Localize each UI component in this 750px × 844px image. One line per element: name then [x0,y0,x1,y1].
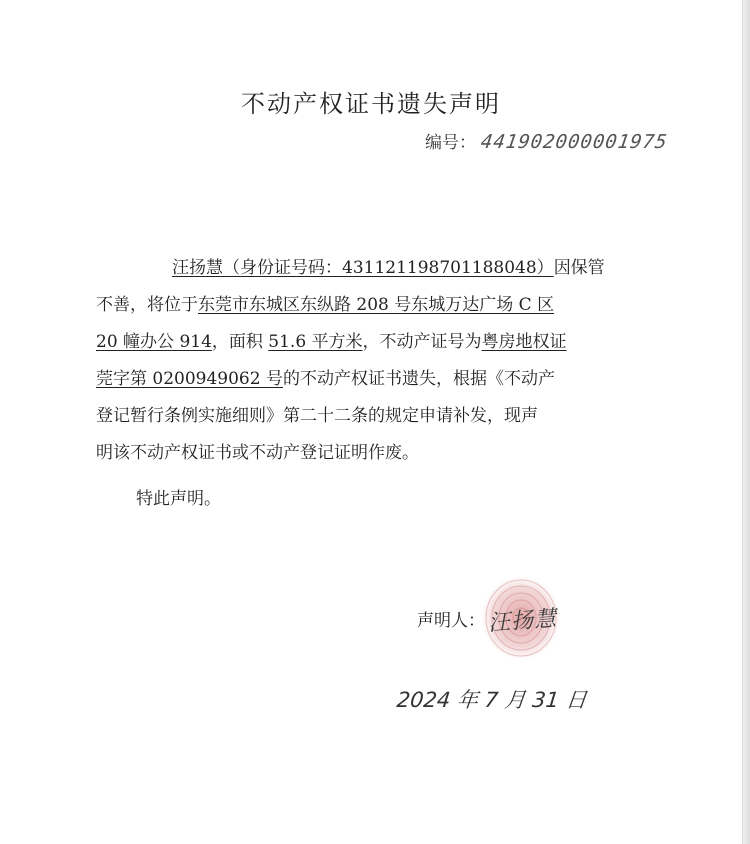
body-text-segment: 因保管 [553,258,605,278]
body-text-segment: 的不动产权证书遗失，根据《不动产 [282,369,555,389]
body-line [96,398,631,435]
document-number [425,128,668,153]
body-line [96,324,631,361]
filled-field-text: 51.6 平方米 [268,332,363,352]
body-text-segment: 不善，将位于 [96,295,198,315]
body-text-segment: ，不动产证号为 [362,332,482,352]
body-line [96,435,631,472]
page-edge [743,0,750,844]
body-line [96,250,631,287]
declaration-body [96,250,631,472]
filled-field-text: 莞字第 0200949062 号 [96,369,283,389]
body-line [96,361,631,398]
filled-field-text: 20 幢办公 914 [96,332,212,352]
body-text-segment: 登记暂行条例实施细则》第二十二条的规定申请补发，现声 [96,406,538,426]
filled-field-text: 粤房地权证 [481,332,567,352]
document-title: 不动产权证书遗失声明 [241,90,501,118]
body-text-segment: 明该不动产权证书或不动产登记证明作废。 [96,443,419,463]
number-value: 441902000001975 [479,131,670,153]
body-text-segment: ，面积 [211,332,269,352]
filled-field-text: 汪扬慧（身份证号码：431121198701188048） [172,258,554,278]
filled-field-text: 东莞市东城区东纵路 208 号东城万达广场 C 区 [198,295,555,315]
signing-date: 2024 年 7 月 31 日 [395,688,589,712]
closing-statement: 特此声明。 [136,489,221,509]
body-line [96,287,631,324]
handwritten-signature: 汪扬慧 [487,606,558,637]
number-label: 编号： [425,133,476,153]
declarant-label: 声明人： [417,611,485,631]
